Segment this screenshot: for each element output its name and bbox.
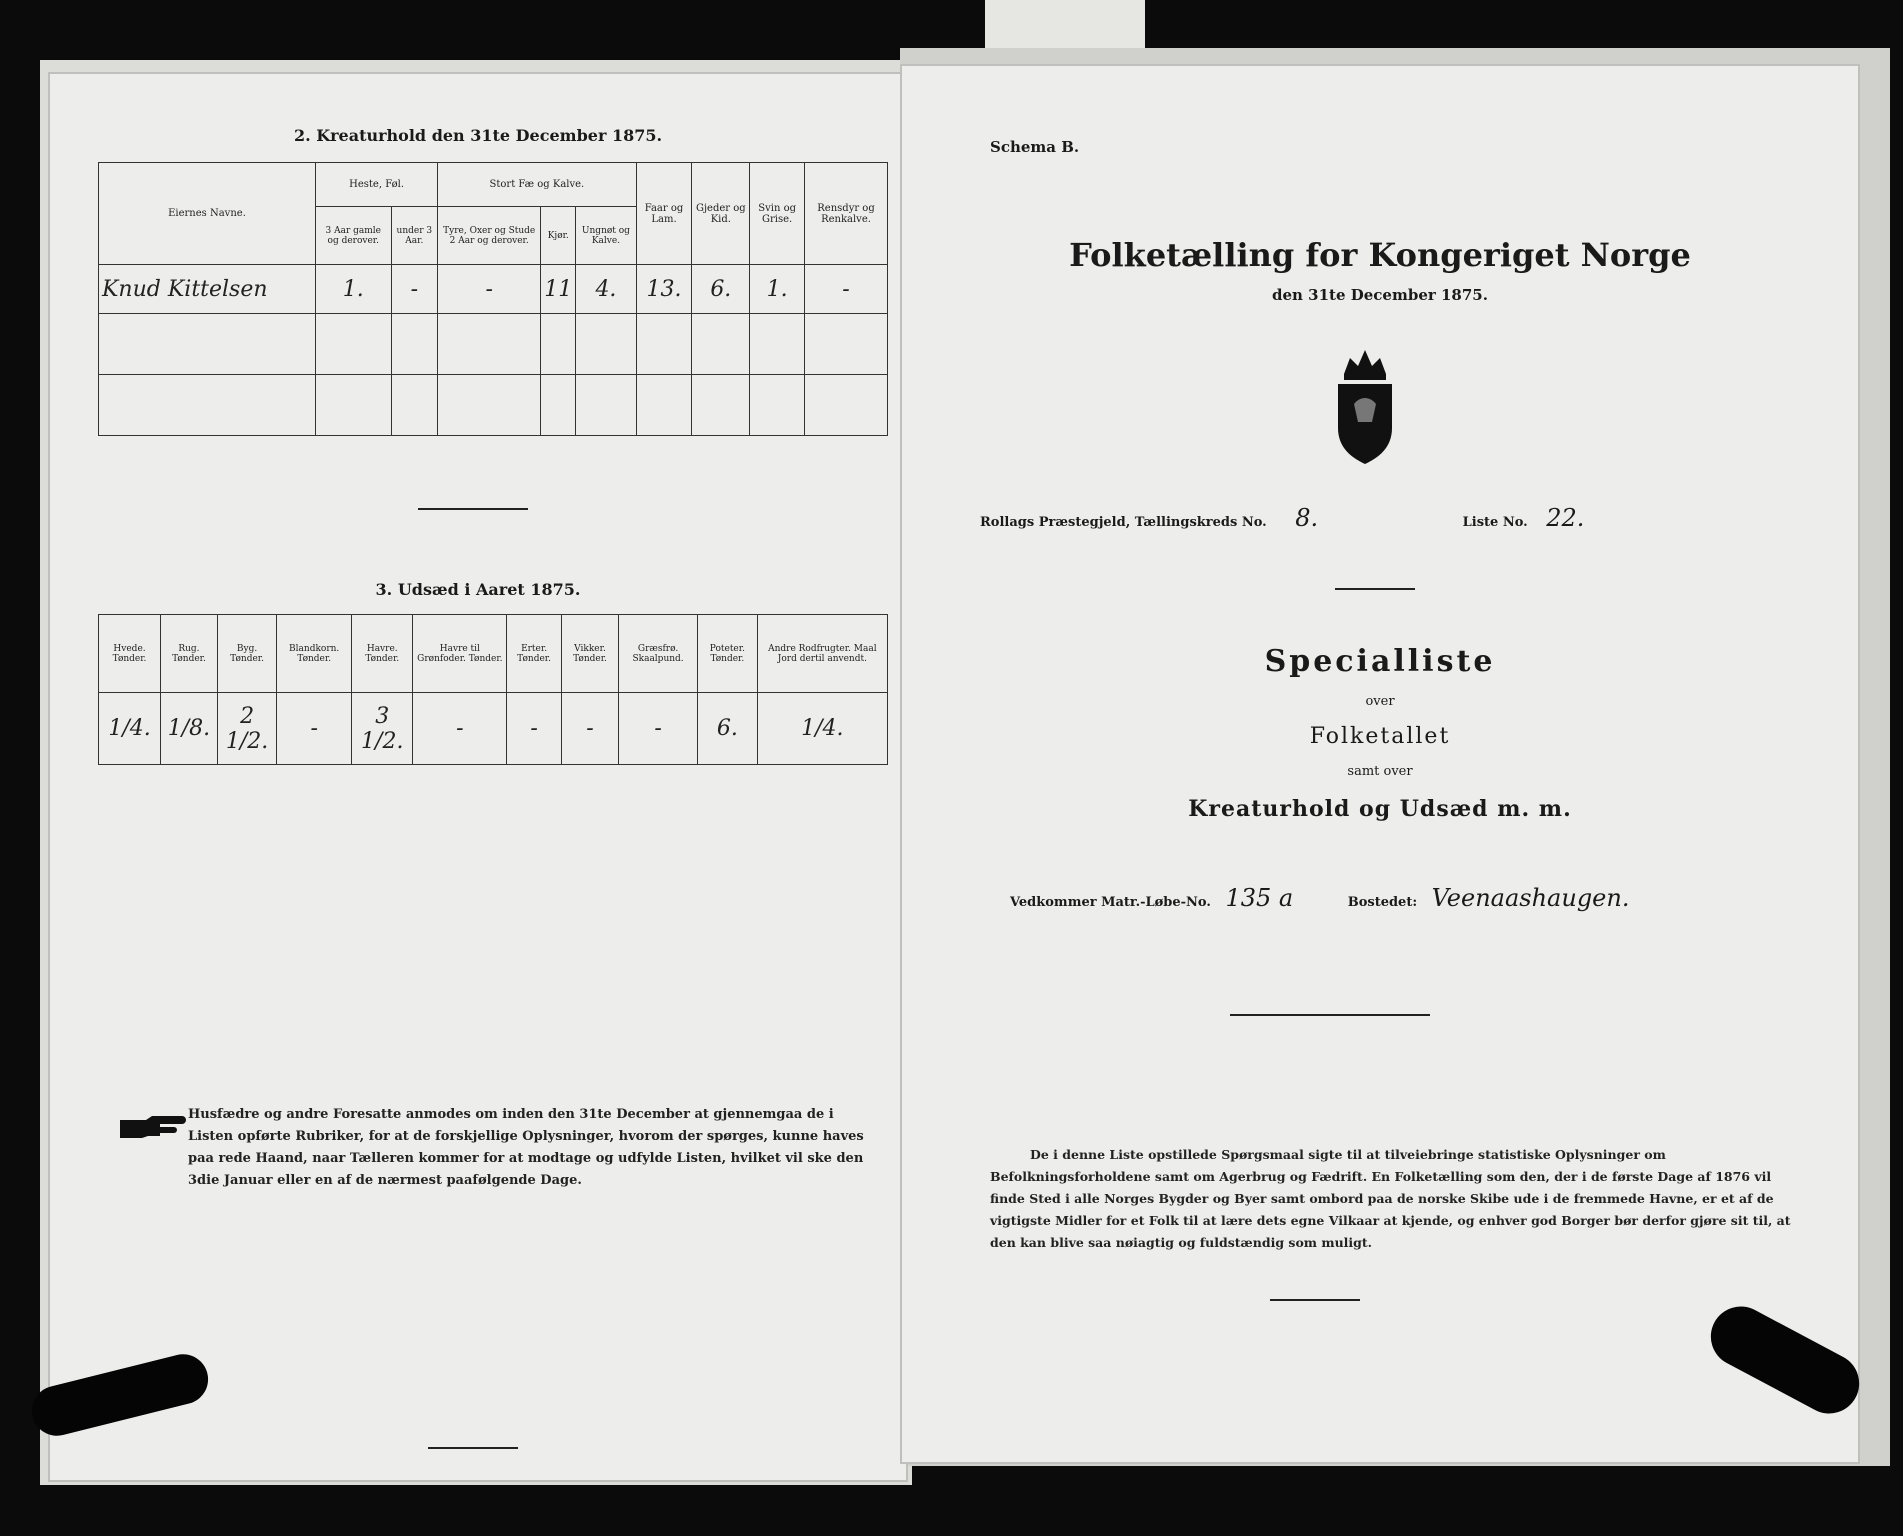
cell: 1. [750,265,805,314]
graesfro-header: Græsfrø. Skaalpund. [619,615,698,693]
matr-label: Vedkommer Matr.-Løbe-No. [1010,895,1211,910]
district-number: 8. [1295,504,1319,532]
specialliste-heading: Specialliste [1264,644,1496,679]
kreaturhold-heading: Kreaturhold og Udsæd m. m. [1188,796,1572,822]
samt-over-text: samt over [1347,764,1413,779]
stort-a-header: Tyre, Oxer og Stude 2 Aar og derover. [438,206,541,265]
faar-header: Faar og Lam. [636,163,692,265]
schema-label: Schema B. [990,138,1080,156]
cell: 11 [541,265,576,314]
right-page [900,64,1860,1464]
cell: - [619,693,698,765]
cell: 3 1/2. [352,693,413,765]
divider [1270,1299,1360,1301]
gjeder-header: Gjeder og Kid. [692,163,750,265]
sowing-table [98,614,888,765]
cell: 6. [698,693,758,765]
owner-header: Eiernes Navne. [99,163,316,265]
cell: - [391,265,438,314]
matr-line [1010,884,1810,912]
cell: - [438,265,541,314]
section3-title: 3. Udsæd i Aaret 1875. [375,580,581,599]
cell: 4. [576,265,636,314]
divider [1230,1014,1430,1016]
bosted-label: Bostedet: [1347,895,1418,910]
rodfrugter-header: Andre Rodfrugter. Maal Jord dertil anvendt. [757,615,887,693]
cell: - [805,265,888,314]
divider [428,1447,518,1449]
norwegian-coat-of-arms-icon [1330,346,1400,466]
district-line [980,504,1800,532]
livestock-row [99,265,888,314]
cell: 6. [692,265,750,314]
rensdyr-header: Rensdyr og Renkalve. [805,163,888,265]
cell: - [277,693,352,765]
heste-a-header: 3 Aar gamle og derover. [316,206,392,265]
census-date: den 31te December 1875. [1272,286,1488,304]
cell: 1/4. [757,693,887,765]
divider [418,508,528,510]
matr-number: 135 a [1225,884,1294,912]
cell: 1. [316,265,392,314]
livestock-table [98,162,888,436]
poteter-header: Poteter. Tønder. [698,615,758,693]
heste-header: Heste, Føl. [316,163,438,207]
blandkorn-header: Blandkorn. Tønder. [277,615,352,693]
over-text: over [1365,694,1395,709]
erter-header: Erter. Tønder. [507,615,562,693]
census-paragraph: De i denne Liste opstillede Spørgsmaal sigte til at tilveiebringe statistiske Oplysninger om Befolkningsforholdene samt om Agerbrug og Fædrift. En Folketælling som den, der i de første Dage af 1876 vil finde Sted i alle Norges Bygder og Byer samt ombord paa de norske Skibe ude i de fremmede Havne, er et af de vigtigste Midler for et Folk til at lære dets egne Vilkaar at kjende, og enhver god Borger bør derfor gjøre sit til, at den kan blive saa nøiagtig og fuldstændig som muligt. [990,1147,1791,1250]
instructions-notice: Husfædre og andre Foresatte anmodes om inden den 31te December at gjennemgaa de i Listen opførte Rubriker, for at de forskjellige Oplysninger, hvorom der spørges, kunne haves paa rede Haand, naar Tælleren kommer for at modtage og udfylde Listen, hvilket vil ske den 3die Januar eller en af de nærmest paafølgende Dage. [188,1107,864,1188]
census-title: Folketælling for Kongeriget Norge [1069,236,1691,274]
pointing-hand-icon [118,1114,190,1140]
left-page [48,72,908,1482]
gronfoder-header: Havre til Grønfoder. Tønder. [413,615,507,693]
rug-header: Rug. Tønder. [161,615,218,693]
list-number: 22. [1546,504,1585,532]
owner-name: Knud Kittelsen [99,265,316,314]
folketallet-heading: Folketallet [1309,724,1451,749]
cell: 1/8. [161,693,218,765]
stort-header: Stort Fæ og Kalve. [438,163,636,207]
cell: 1/4. [99,693,161,765]
cell: - [561,693,618,765]
district-label: Rollags Præstegjeld, Tællingskreds No. [980,515,1267,530]
divider [1335,588,1415,590]
top-tab [985,0,1145,48]
cell: 13. [636,265,692,314]
cell: - [413,693,507,765]
sowing-row [99,693,888,765]
cell: - [507,693,562,765]
hvede-header: Hvede. Tønder. [99,615,161,693]
stort-c-header: Ungnøt og Kalve. [576,206,636,265]
cell: 2 1/2. [217,693,276,765]
section2-title: 2. Kreaturhold den 31te December 1875. [293,126,663,145]
list-label: Liste No. [1462,515,1528,530]
stort-b-header: Kjør. [541,206,576,265]
svin-header: Svin og Grise. [750,163,805,265]
havre-header: Havre. Tønder. [352,615,413,693]
heste-b-header: under 3 Aar. [391,206,438,265]
bosted-value: Veenaashaugen. [1431,884,1630,912]
vikker-header: Vikker. Tønder. [561,615,618,693]
byg-header: Byg. Tønder. [217,615,276,693]
